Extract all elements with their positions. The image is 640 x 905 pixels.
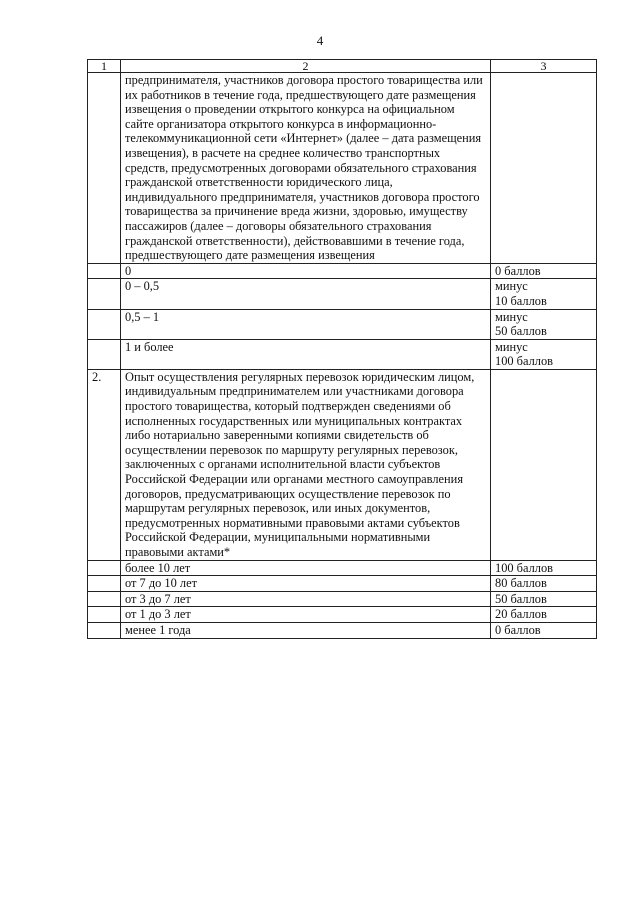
points-cell <box>491 279 597 309</box>
table-row <box>88 607 597 623</box>
criterion-cell: 1 и более <box>121 339 491 369</box>
table-row <box>88 369 597 560</box>
table-row <box>88 279 597 309</box>
points-cell: 100 баллов <box>491 560 597 576</box>
points-line: 50 баллов <box>495 324 547 339</box>
table-row <box>88 339 597 369</box>
header-col-1: 1 <box>88 60 121 73</box>
points-line: 100 баллов <box>495 354 554 369</box>
section1-number <box>88 73 121 264</box>
criteria-table <box>87 59 597 639</box>
header-col-2: 2 <box>121 60 491 73</box>
points-cell <box>491 309 597 339</box>
criterion-cell: от 7 до 10 лет <box>121 576 491 592</box>
criterion-cell: более 10 лет <box>121 560 491 576</box>
section2-text: Опыт осуществления регулярных перевозок юридическим лицом, индивидуальным предпринимателем или участниками договора простого товарищества, который подтвержден сведениями об исполненных государственных или муниципальных контрактах либо нотариально заверенными копиями свидетельств об осуществлении перевозок по маршруту регулярных перевозок, заключенных с органами исполнительной власти субъектов Российской Федерации или органами местного самоуправления договоров, предусматривающих осуществление перевозок по маршрутам регулярных перевозок, или иных документов, предусмотренных нормативными правовыми актами субъектов Российской Федерации, муниципальными нормативными правовыми актами* <box>121 369 491 560</box>
points-cell: 50 баллов <box>491 591 597 607</box>
section1-text: предпринимателя, участников договора простого товарищества или их работников в течение года, предшествующего дате размещения извещения о проведении открытого конкурса на официальном сайте организатора открытого конкурса в информационно-телекоммуникационной сети «Интернет» (далее – дата размещения извещения), в расчете на среднее количество транспортных средств, предусмотренных договорами обязательного страхования гражданской ответственности юридического лица, индивидуального предпринимателя, участников договора простого товарищества за причинение вреда жизни, здоровью, имуществу пассажиров (далее – договоры обязательного страхования гражданской ответственности), действовавшими в течение года, предшествующего дате размещения извещения <box>121 73 491 264</box>
criterion-cell: 0 – 0,5 <box>121 279 491 309</box>
criterion-cell: 0 <box>121 263 491 279</box>
points-cell: 80 баллов <box>491 576 597 592</box>
points-cell: 0 баллов <box>491 622 597 638</box>
page-number: 4 <box>316 33 324 48</box>
table-row <box>88 73 597 264</box>
section1-text-points <box>491 73 597 264</box>
points-line: минус <box>495 279 528 294</box>
points-line: 10 баллов <box>495 293 547 308</box>
header-col-3: 3 <box>491 60 597 73</box>
criterion-cell: 0,5 – 1 <box>121 309 491 339</box>
table-row <box>88 309 597 339</box>
table-header-row <box>88 60 597 73</box>
points-cell: 20 баллов <box>491 607 597 623</box>
table-row <box>88 622 597 638</box>
criterion-cell: менее 1 года <box>121 622 491 638</box>
table-row <box>88 560 597 576</box>
points-cell <box>491 263 597 279</box>
section2-text-points <box>491 369 597 560</box>
criterion-cell: от 3 до 7 лет <box>121 591 491 607</box>
points-line: минус <box>495 339 528 354</box>
table-row <box>88 591 597 607</box>
table-row <box>88 576 597 592</box>
points-line: минус <box>495 309 528 324</box>
points-line: 0 баллов <box>495 263 541 278</box>
section2-number: 2. <box>88 369 121 560</box>
table-row <box>88 263 597 279</box>
criterion-cell: от 1 до 3 лет <box>121 607 491 623</box>
points-cell <box>491 339 597 369</box>
